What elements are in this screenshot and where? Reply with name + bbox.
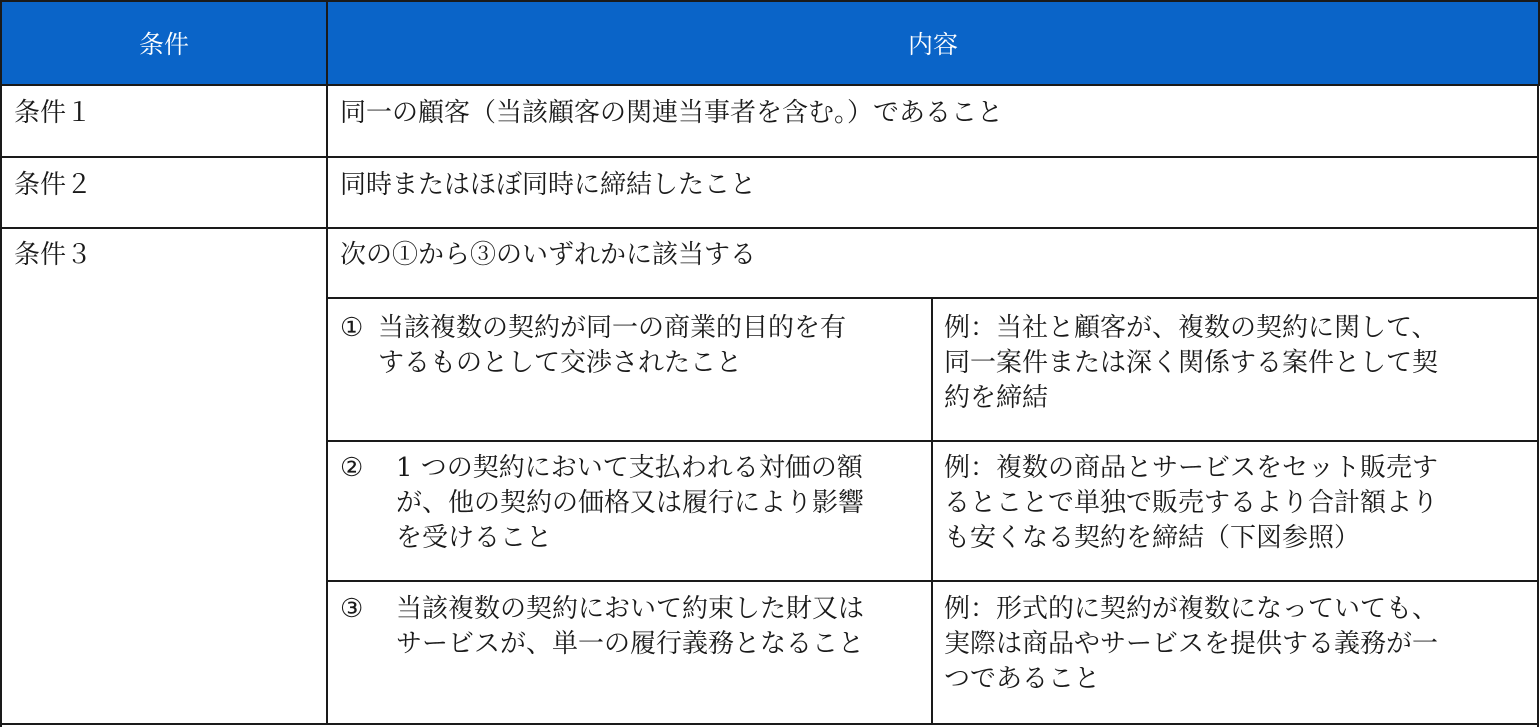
sub-item-1-example: 例：当社と顧客が、複数の契約に関して、 同一案件または深く関係する案件として契 約を締結 xyxy=(944,313,1439,413)
header-condition: 条件 xyxy=(0,0,328,86)
column-divider xyxy=(326,86,328,725)
sub-item-2-text: 1 つの契約において支払われる対価の額 が、他の契約の価格又は履行により影響 を受けること xyxy=(396,453,865,553)
sub-item-3 xyxy=(340,592,925,662)
header-content: 内容 xyxy=(326,0,1540,86)
sub-item-3-example: 例：形式的に契約が複数になっていても、 実際は商品やサービスを提供する義務が一 つであること xyxy=(944,594,1439,694)
table-border-right xyxy=(1537,86,1539,727)
table-border-left xyxy=(0,86,2,727)
table-border-bottom xyxy=(0,723,1539,725)
subtable-column-divider xyxy=(931,297,933,725)
row-2-content: 同時またはほぼ同時に締結したこと xyxy=(340,170,757,200)
sub-item-2-example: 例：複数の商品とサービスをセット販売す るとことで単独で販売するより合計額より も安くなる契約を締結（下図参照） xyxy=(944,453,1439,553)
row-2-condition: 条件２ xyxy=(14,170,93,200)
row-3-content: 次の①から③のいずれかに該当する xyxy=(340,240,757,270)
sub-item-3-number: ③ xyxy=(340,594,364,624)
sub-item-2 xyxy=(340,451,925,556)
row-1-condition: 条件１ xyxy=(14,98,93,128)
sub-item-1 xyxy=(340,311,925,381)
sub-item-1-number: ① xyxy=(340,313,364,343)
sub-item-1-text: 当該複数の契約が同一の商業的目的を有 するものとして交渉されたこと xyxy=(378,313,847,378)
sub-item-2-number: ② xyxy=(340,453,364,483)
row-1-content: 同一の顧客（当該顧客の関連当事者を含む。）であること xyxy=(340,98,1004,128)
sub-item-3-text: 当該複数の契約において約束した財又は サービスが、単一の履行義務となること xyxy=(396,594,865,659)
row-3-condition: 条件３ xyxy=(14,240,93,270)
row-divider-1 xyxy=(0,156,1539,158)
row-divider-2 xyxy=(0,227,1539,229)
